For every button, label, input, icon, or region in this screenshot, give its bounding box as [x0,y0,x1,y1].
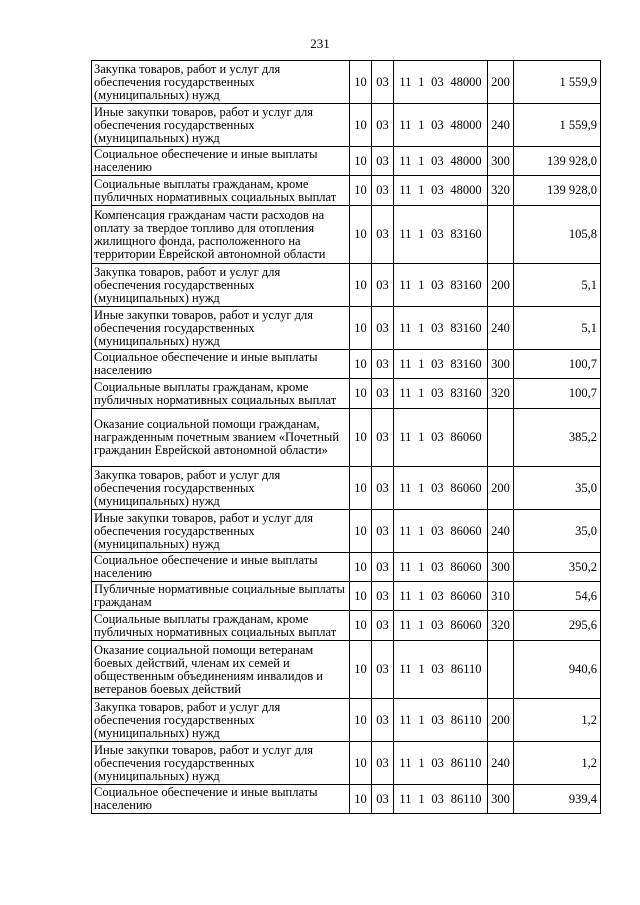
target-article-part: 1 [418,386,425,400]
target-article-part: 11 [399,356,412,371]
row-section: 10 [350,350,372,379]
target-article-part: 03 [431,227,444,241]
target-article-part: 03 [431,480,444,495]
row-name: Социальное обеспечение и иные выплаты населению [92,785,350,814]
table-row [92,699,601,742]
target-article-part: 11 [399,227,412,241]
target-article-part: 03 [431,559,444,574]
row-amount: 5,1 [514,307,601,350]
target-article-part: 86060 [450,559,482,574]
table-row [92,264,601,307]
target-article-part: 11 [399,117,412,132]
row-expense-type [488,641,514,699]
target-article-part: 1 [418,277,425,292]
row-expense-type: 300 [488,350,514,379]
target-article-part: 1 [418,755,425,770]
table-row [92,611,601,641]
target-article-part: 03 [431,386,444,400]
target-article-part: 03 [431,712,444,727]
target-article-part: 1 [418,712,425,727]
row-name: Закупка товаров, работ и услуг для обеспечения государственных (муниципальных) нужд [92,61,350,104]
target-article-part: 1 [418,523,425,538]
row-subsection: 03 [372,699,394,742]
row-amount: 100,7 [514,379,601,409]
row-subsection: 03 [372,61,394,104]
target-article-part: 1 [418,480,425,495]
table-row [92,104,601,147]
row-subsection: 03 [372,379,394,409]
target-article-part: 48000 [450,74,482,89]
target-article-part: 11 [399,618,412,632]
row-subsection: 03 [372,307,394,350]
target-article-part: 86060 [450,523,482,538]
target-article-part: 03 [431,588,444,603]
row-subsection: 03 [372,409,394,467]
target-article-part: 03 [431,277,444,292]
row-amount: 139 928,0 [514,176,601,206]
row-amount: 1,2 [514,742,601,785]
target-article-part: 86060 [450,588,482,603]
row-subsection: 03 [372,553,394,582]
table-row [92,147,601,176]
row-section: 10 [350,409,372,467]
row-expense-type: 320 [488,176,514,206]
row-expense-type: 240 [488,104,514,147]
row-target-article [394,582,488,611]
table-row [92,641,601,699]
row-section: 10 [350,699,372,742]
row-name: Оказание социальной помощи ветеранам боевых действий, членам их семей и общественным объединениям инвалидов и ветеранов боевых действий [92,641,350,699]
target-article-part: 11 [399,74,412,89]
row-expense-type: 200 [488,264,514,307]
row-subsection: 03 [372,785,394,814]
row-subsection: 03 [372,611,394,641]
row-target-article [394,147,488,176]
target-article-part: 03 [431,430,444,444]
target-article-part: 83160 [450,320,482,335]
row-target-article [394,611,488,641]
target-article-part: 1 [418,320,425,335]
target-article-part: 1 [418,559,425,574]
target-article-part: 03 [431,153,444,168]
target-article-part: 11 [399,480,412,495]
row-name: Социальные выплаты гражданам, кроме публичных нормативных социальных выплат [92,379,350,409]
target-article-part: 48000 [450,117,482,132]
table-row [92,350,601,379]
row-target-article [394,742,488,785]
target-article-part: 11 [399,153,412,168]
row-amount: 105,8 [514,206,601,264]
row-subsection: 03 [372,147,394,176]
row-amount: 295,6 [514,611,601,641]
row-section: 10 [350,264,372,307]
row-target-article [394,307,488,350]
budget-table [91,60,601,814]
row-amount: 139 928,0 [514,147,601,176]
row-target-article [394,699,488,742]
row-amount: 1 559,9 [514,104,601,147]
row-target-article [394,176,488,206]
row-expense-type [488,409,514,467]
target-article-part: 03 [431,320,444,335]
row-target-article [394,264,488,307]
target-article-part: 1 [418,662,425,676]
row-section: 10 [350,61,372,104]
row-expense-type: 200 [488,61,514,104]
row-amount: 54,6 [514,582,601,611]
row-amount: 940,6 [514,641,601,699]
target-article-part: 1 [418,74,425,89]
target-article-part: 83160 [450,227,482,241]
row-name: Социальные выплаты гражданам, кроме публичных нормативных социальных выплат [92,176,350,206]
table-row [92,176,601,206]
row-section: 10 [350,206,372,264]
table-row [92,582,601,611]
row-target-article [394,206,488,264]
row-expense-type: 300 [488,147,514,176]
target-article-part: 86110 [450,662,482,676]
target-article-part: 83160 [450,386,482,400]
target-article-part: 11 [399,712,412,727]
table-row [92,553,601,582]
table-row [92,742,601,785]
row-target-article [394,641,488,699]
row-expense-type [488,206,514,264]
row-section: 10 [350,104,372,147]
row-expense-type: 240 [488,742,514,785]
target-article-part: 11 [399,662,412,676]
target-article-part: 03 [431,356,444,371]
row-name: Иные закупки товаров, работ и услуг для обеспечения государственных (муниципальных) нужд [92,742,350,785]
table-row [92,206,601,264]
target-article-part: 03 [431,74,444,89]
row-section: 10 [350,510,372,553]
table-row [92,467,601,510]
row-section: 10 [350,611,372,641]
target-article-part: 86060 [450,430,482,444]
table-row [92,61,601,104]
target-article-part: 03 [431,618,444,632]
target-article-part: 86110 [450,791,482,806]
target-article-part: 11 [399,430,412,444]
row-name: Иные закупки товаров, работ и услуг для обеспечения государственных (муниципальных) нужд [92,104,350,147]
row-amount: 35,0 [514,467,601,510]
row-subsection: 03 [372,641,394,699]
table-row [92,510,601,553]
row-section: 10 [350,553,372,582]
row-name: Социальное обеспечение и иные выплаты населению [92,147,350,176]
page-number: 231 [310,36,330,51]
target-article-part: 1 [418,356,425,371]
target-article-part: 1 [418,227,425,241]
target-article-part: 83160 [450,277,482,292]
target-article-part: 03 [431,791,444,806]
row-name: Оказание социальной помощи гражданам, награжденным почетным званием «Почетный гражданин Еврейской автономной области» [92,409,350,467]
target-article-part: 48000 [450,183,482,197]
row-target-article [394,409,488,467]
target-article-part: 03 [431,183,444,197]
target-article-part: 86060 [450,618,482,632]
row-section: 10 [350,147,372,176]
row-target-article [394,510,488,553]
target-article-part: 1 [418,588,425,603]
row-section: 10 [350,742,372,785]
table-row [92,307,601,350]
target-article-part: 11 [399,755,412,770]
target-article-part: 11 [399,386,412,400]
row-expense-type: 320 [488,379,514,409]
row-amount: 35,0 [514,510,601,553]
row-target-article [394,61,488,104]
row-name: Закупка товаров, работ и услуг для обеспечения государственных (муниципальных) нужд [92,264,350,307]
row-amount: 1 559,9 [514,61,601,104]
target-article-part: 03 [431,523,444,538]
row-subsection: 03 [372,206,394,264]
row-expense-type: 240 [488,307,514,350]
row-section: 10 [350,379,372,409]
row-section: 10 [350,307,372,350]
row-name: Иные закупки товаров, работ и услуг для обеспечения государственных (муниципальных) нужд [92,510,350,553]
row-target-article [394,553,488,582]
row-name: Закупка товаров, работ и услуг для обеспечения государственных (муниципальных) нужд [92,467,350,510]
target-article-part: 11 [399,588,412,603]
row-amount: 5,1 [514,264,601,307]
row-name: Иные закупки товаров, работ и услуг для обеспечения государственных (муниципальных) нужд [92,307,350,350]
target-article-part: 1 [418,117,425,132]
target-article-part: 1 [418,153,425,168]
row-section: 10 [350,467,372,510]
row-subsection: 03 [372,467,394,510]
target-article-part: 11 [399,320,412,335]
row-name: Закупка товаров, работ и услуг для обеспечения государственных (муниципальных) нужд [92,699,350,742]
table-row [92,785,601,814]
row-name: Социальное обеспечение и иные выплаты населению [92,350,350,379]
row-subsection: 03 [372,582,394,611]
target-article-part: 86060 [450,480,482,495]
row-amount: 100,7 [514,350,601,379]
row-section: 10 [350,582,372,611]
row-amount: 350,2 [514,553,601,582]
target-article-part: 03 [431,755,444,770]
row-target-article [394,467,488,510]
target-article-part: 11 [399,559,412,574]
table-row [92,409,601,467]
row-name: Публичные нормативные социальные выплаты гражданам [92,582,350,611]
target-article-part: 11 [399,277,412,292]
row-name: Социальное обеспечение и иные выплаты населению [92,553,350,582]
target-article-part: 03 [431,117,444,132]
row-target-article [394,350,488,379]
row-expense-type: 300 [488,553,514,582]
row-amount: 385,2 [514,409,601,467]
target-article-part: 11 [399,791,412,806]
row-subsection: 03 [372,104,394,147]
target-article-part: 11 [399,183,412,197]
target-article-part: 48000 [450,153,482,168]
row-amount: 939,4 [514,785,601,814]
row-expense-type: 320 [488,611,514,641]
row-subsection: 03 [372,742,394,785]
target-article-part: 03 [431,662,444,676]
row-expense-type: 200 [488,699,514,742]
row-name: Социальные выплаты гражданам, кроме публичных нормативных социальных выплат [92,611,350,641]
row-subsection: 03 [372,350,394,379]
target-article-part: 86110 [450,755,482,770]
row-target-article [394,379,488,409]
target-article-part: 11 [399,523,412,538]
row-expense-type: 200 [488,467,514,510]
row-section: 10 [350,785,372,814]
row-target-article [394,104,488,147]
row-expense-type: 310 [488,582,514,611]
row-target-article [394,785,488,814]
row-amount: 1,2 [514,699,601,742]
row-subsection: 03 [372,264,394,307]
row-subsection: 03 [372,510,394,553]
target-article-part: 1 [418,430,425,444]
target-article-part: 83160 [450,356,482,371]
row-name: Компенсация гражданам части расходов на оплату за твердое топливо для отопления жилищного фонда, расположенного на территории Еврейской автономной области [92,206,350,264]
row-expense-type: 240 [488,510,514,553]
target-article-part: 1 [418,618,425,632]
target-article-part: 1 [418,791,425,806]
table-row [92,379,601,409]
row-section: 10 [350,176,372,206]
row-expense-type: 300 [488,785,514,814]
row-section: 10 [350,641,372,699]
target-article-part: 86110 [450,712,482,727]
row-subsection: 03 [372,176,394,206]
target-article-part: 1 [418,183,425,197]
